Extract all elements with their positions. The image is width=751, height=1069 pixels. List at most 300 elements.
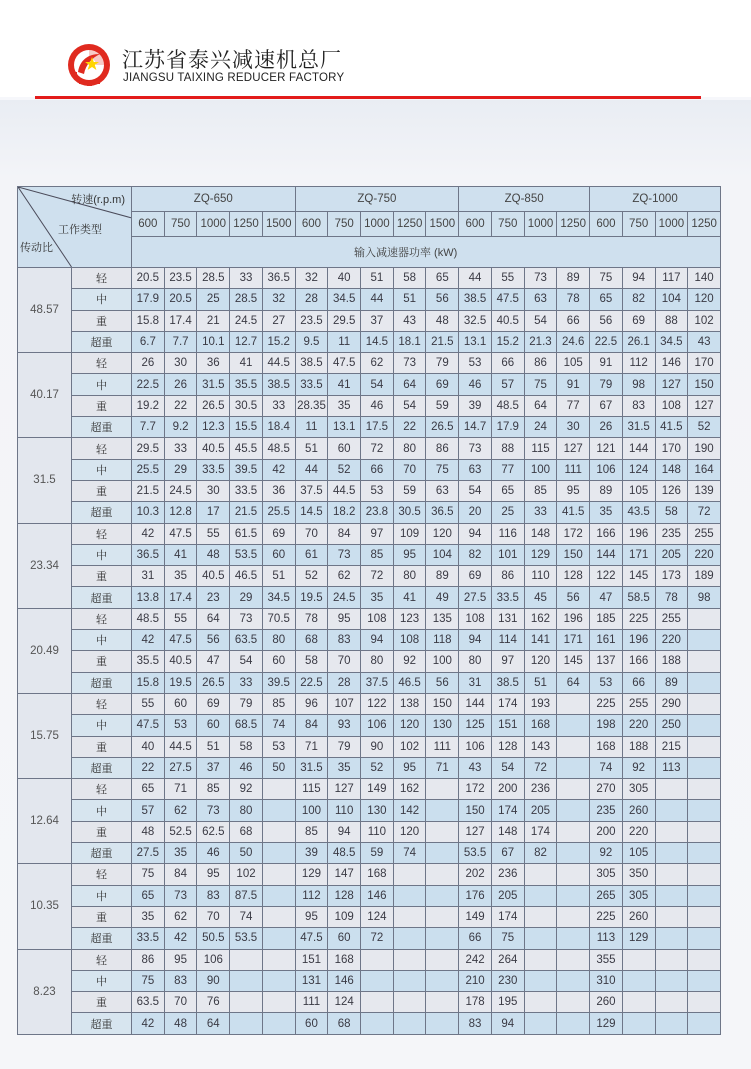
power-value-cell: 176 (459, 885, 492, 906)
power-value-cell: 35.5 (230, 374, 263, 395)
power-value-cell (688, 864, 721, 885)
power-value-cell: 42 (132, 523, 165, 544)
power-value-cell: 89 (557, 268, 590, 289)
power-value-cell: 54 (491, 757, 524, 778)
power-value-cell: 48 (426, 310, 459, 331)
table-row (18, 992, 721, 1013)
table-row (18, 459, 721, 480)
power-value-cell: 97 (361, 523, 394, 544)
transmission-ratio-cell: 10.35 (18, 864, 72, 949)
power-value-cell: 23.5 (295, 310, 328, 331)
power-value-cell: 112 (622, 353, 655, 374)
power-value-cell: 27.5 (132, 843, 165, 864)
power-value-cell: 31.5 (295, 757, 328, 778)
duty-type-cell: 超重 (72, 331, 132, 352)
power-value-cell: 168 (524, 715, 557, 736)
power-value-cell: 129 (622, 928, 655, 949)
power-value-cell: 19.5 (295, 587, 328, 608)
power-value-cell: 52 (361, 757, 394, 778)
power-value-cell: 168 (590, 736, 623, 757)
power-value-cell (688, 970, 721, 991)
duty-type-cell: 超重 (72, 928, 132, 949)
power-value-cell: 45.5 (230, 438, 263, 459)
power-value-cell (393, 970, 426, 991)
power-value-cell: 106 (197, 949, 230, 970)
power-value-cell: 150 (459, 800, 492, 821)
power-value-cell: 92 (590, 843, 623, 864)
transmission-ratio-cell: 48.57 (18, 268, 72, 353)
power-value-cell: 105 (557, 353, 590, 374)
power-value-cell: 26 (590, 417, 623, 438)
power-value-cell: 102 (393, 736, 426, 757)
power-value-cell (557, 949, 590, 970)
power-value-cell: 166 (590, 523, 623, 544)
power-value-cell: 63 (426, 480, 459, 501)
table-corner-header (18, 187, 132, 268)
power-value-cell: 47.5 (164, 630, 197, 651)
power-value-cell: 61.5 (230, 523, 263, 544)
duty-axis-label: 工作类型 (58, 224, 102, 236)
power-value-cell (262, 843, 295, 864)
power-value-cell: 74 (262, 715, 295, 736)
power-value-cell: 68 (295, 630, 328, 651)
power-value-cell: 75 (590, 268, 623, 289)
power-value-cell: 250 (655, 715, 688, 736)
power-value-cell: 120 (426, 523, 459, 544)
power-value-cell: 65 (491, 480, 524, 501)
power-value-cell: 22 (132, 757, 165, 778)
power-value-cell: 21.5 (426, 331, 459, 352)
power-value-cell: 21 (197, 310, 230, 331)
power-value-cell: 225 (622, 608, 655, 629)
power-value-cell (688, 906, 721, 927)
power-value-cell (655, 779, 688, 800)
power-value-cell: 62 (164, 906, 197, 927)
power-value-cell (230, 992, 263, 1013)
power-value-cell: 80 (459, 651, 492, 672)
power-value-cell: 41.5 (557, 502, 590, 523)
power-value-cell: 9.5 (295, 331, 328, 352)
power-value-cell: 110 (361, 821, 394, 842)
power-value-cell (393, 906, 426, 927)
power-value-cell: 17.5 (361, 417, 394, 438)
power-value-cell: 174 (491, 906, 524, 927)
power-value-cell: 188 (622, 736, 655, 757)
power-value-cell: 94 (361, 630, 394, 651)
power-value-cell (524, 949, 557, 970)
power-value-cell: 29.5 (132, 438, 165, 459)
power-value-cell: 42 (262, 459, 295, 480)
power-value-cell: 39 (459, 395, 492, 416)
power-value-cell: 35 (164, 566, 197, 587)
transmission-ratio-cell: 20.49 (18, 608, 72, 693)
power-value-cell: 56 (590, 310, 623, 331)
power-value-cell: 29 (230, 587, 263, 608)
table-row (18, 864, 721, 885)
power-value-cell (230, 970, 263, 991)
power-value-cell: 47.5 (164, 523, 197, 544)
power-value-cell: 15.5 (230, 417, 263, 438)
power-value-cell: 255 (655, 608, 688, 629)
power-value-cell: 46.5 (393, 672, 426, 693)
power-value-cell: 11 (328, 331, 361, 352)
power-value-cell: 139 (688, 480, 721, 501)
power-value-cell: 26.5 (197, 672, 230, 693)
power-value-cell: 9.2 (164, 417, 197, 438)
duty-type-cell: 重 (72, 992, 132, 1013)
header-divider (35, 96, 701, 99)
power-value-cell: 127 (655, 374, 688, 395)
power-value-cell: 196 (622, 630, 655, 651)
power-value-cell: 42 (132, 630, 165, 651)
power-value-cell: 95 (328, 608, 361, 629)
table-row (18, 949, 721, 970)
power-value-cell: 161 (590, 630, 623, 651)
power-value-cell (557, 736, 590, 757)
power-value-cell: 21.3 (524, 331, 557, 352)
power-value-cell: 66 (491, 353, 524, 374)
power-value-cell (393, 1013, 426, 1034)
power-value-cell: 113 (655, 757, 688, 778)
power-value-cell: 50 (262, 757, 295, 778)
power-value-cell: 58.5 (622, 587, 655, 608)
duty-type-cell: 重 (72, 310, 132, 331)
transmission-ratio-cell: 15.75 (18, 693, 72, 778)
power-value-cell: 46 (197, 843, 230, 864)
speed-header-cell: 1500 (426, 212, 459, 237)
power-value-cell: 89 (590, 480, 623, 501)
duty-type-cell: 轻 (72, 864, 132, 885)
duty-type-cell: 中 (72, 544, 132, 565)
power-value-cell: 111 (426, 736, 459, 757)
duty-type-cell: 重 (72, 480, 132, 501)
power-value-cell: 37.5 (361, 672, 394, 693)
power-value-cell: 82 (459, 544, 492, 565)
power-rating-table (17, 186, 721, 1035)
power-value-cell: 110 (524, 566, 557, 587)
power-value-cell: 75 (491, 928, 524, 949)
power-value-cell: 62 (361, 353, 394, 374)
power-value-cell: 230 (491, 970, 524, 991)
power-value-cell: 11 (295, 417, 328, 438)
speed-header-cell: 600 (295, 212, 328, 237)
transmission-ratio-cell: 8.23 (18, 949, 72, 1034)
power-value-cell (262, 992, 295, 1013)
duty-type-cell: 重 (72, 736, 132, 757)
power-value-cell: 38.5 (295, 353, 328, 374)
power-value-cell (426, 906, 459, 927)
table-row (18, 523, 721, 544)
duty-type-cell: 中 (72, 800, 132, 821)
power-value-cell: 92 (393, 651, 426, 672)
power-value-cell: 54 (459, 480, 492, 501)
power-value-cell: 102 (688, 310, 721, 331)
power-value-cell: 36 (262, 480, 295, 501)
power-value-cell: 35 (361, 587, 394, 608)
power-value-cell: 19.5 (164, 672, 197, 693)
table-row (18, 970, 721, 991)
model-header-zq1000: ZQ-1000 (590, 187, 721, 212)
power-value-cell: 44 (361, 289, 394, 310)
model-header-zq850: ZQ-850 (459, 187, 590, 212)
duty-type-cell: 超重 (72, 843, 132, 864)
power-value-cell: 142 (393, 800, 426, 821)
speed-header-cell: 1250 (393, 212, 426, 237)
power-value-cell: 85 (524, 480, 557, 501)
power-value-cell: 7.7 (132, 417, 165, 438)
power-value-cell (524, 928, 557, 949)
power-value-cell: 12.8 (164, 502, 197, 523)
power-value-cell: 26 (132, 353, 165, 374)
power-value-cell: 200 (590, 821, 623, 842)
power-value-cell: 38.5 (459, 289, 492, 310)
power-value-cell: 92 (230, 779, 263, 800)
power-value-cell: 73 (164, 885, 197, 906)
power-value-cell: 114 (491, 630, 524, 651)
power-value-cell (557, 992, 590, 1013)
power-value-cell: 22.5 (590, 331, 623, 352)
unit-label: 输入减速器功率 (kW) (132, 237, 721, 268)
power-value-cell: 105 (622, 843, 655, 864)
power-value-cell: 94 (459, 523, 492, 544)
power-value-cell: 22.5 (295, 672, 328, 693)
power-value-cell: 31 (459, 672, 492, 693)
power-value-cell (361, 949, 394, 970)
power-value-cell: 74 (590, 757, 623, 778)
power-value-cell: 172 (459, 779, 492, 800)
power-value-cell: 48 (164, 1013, 197, 1034)
power-value-cell: 29 (164, 459, 197, 480)
power-value-cell: 58 (393, 268, 426, 289)
power-value-cell (524, 970, 557, 991)
power-value-cell: 162 (393, 779, 426, 800)
power-value-cell: 94 (459, 630, 492, 651)
power-value-cell (524, 1013, 557, 1034)
power-value-cell: 17 (197, 502, 230, 523)
power-value-cell: 84 (295, 715, 328, 736)
power-value-cell (262, 821, 295, 842)
power-value-cell (426, 928, 459, 949)
power-value-cell: 146 (655, 353, 688, 374)
power-value-cell: 24 (524, 417, 557, 438)
power-value-cell: 98 (688, 587, 721, 608)
table-row (18, 715, 721, 736)
power-value-cell: 195 (491, 992, 524, 1013)
power-value-cell: 66 (622, 672, 655, 693)
power-value-cell: 48.5 (491, 395, 524, 416)
power-value-cell: 36.5 (426, 502, 459, 523)
power-value-cell: 171 (622, 544, 655, 565)
power-value-cell: 47.5 (491, 289, 524, 310)
power-value-cell (426, 843, 459, 864)
power-value-cell: 12.3 (197, 417, 230, 438)
power-value-cell (688, 715, 721, 736)
power-value-cell: 48 (132, 821, 165, 842)
power-value-cell: 63.5 (230, 630, 263, 651)
power-value-cell (524, 864, 557, 885)
power-value-cell (655, 821, 688, 842)
power-value-cell: 83 (164, 970, 197, 991)
power-value-cell: 41 (393, 587, 426, 608)
power-value-cell (622, 992, 655, 1013)
power-value-cell: 18.2 (328, 502, 361, 523)
power-value-cell: 141 (524, 630, 557, 651)
power-value-cell: 33 (524, 502, 557, 523)
power-value-cell: 54 (524, 310, 557, 331)
transmission-ratio-cell: 23.34 (18, 523, 72, 608)
table-row (18, 353, 721, 374)
power-value-cell: 37 (197, 757, 230, 778)
power-value-cell: 41 (230, 353, 263, 374)
power-value-cell: 185 (590, 608, 623, 629)
power-value-cell: 264 (491, 949, 524, 970)
power-value-cell: 149 (361, 779, 394, 800)
power-value-cell: 79 (426, 353, 459, 374)
power-value-cell: 28 (295, 289, 328, 310)
power-value-cell: 18.1 (393, 331, 426, 352)
power-value-cell (230, 1013, 263, 1034)
power-value-cell (557, 843, 590, 864)
power-value-cell: 54 (393, 395, 426, 416)
power-value-cell: 350 (622, 864, 655, 885)
power-value-cell: 174 (491, 800, 524, 821)
power-value-cell: 170 (688, 353, 721, 374)
power-value-cell (688, 693, 721, 714)
table-row (18, 906, 721, 927)
power-value-cell: 90 (197, 970, 230, 991)
power-value-cell: 148 (655, 459, 688, 480)
power-value-cell (655, 800, 688, 821)
power-value-cell: 174 (491, 693, 524, 714)
power-value-cell: 255 (688, 523, 721, 544)
power-value-cell: 145 (557, 651, 590, 672)
power-value-cell: 26.5 (426, 417, 459, 438)
power-value-cell (655, 885, 688, 906)
power-value-cell: 91 (557, 374, 590, 395)
power-value-cell: 39.5 (262, 672, 295, 693)
power-value-cell: 12.7 (230, 331, 263, 352)
power-value-cell: 27.5 (164, 757, 197, 778)
power-value-cell: 32 (295, 268, 328, 289)
duty-type-cell: 超重 (72, 502, 132, 523)
power-value-cell: 52 (688, 417, 721, 438)
power-value-cell: 305 (622, 779, 655, 800)
power-value-cell: 65 (426, 268, 459, 289)
power-value-cell (655, 906, 688, 927)
power-value-cell: 27.5 (459, 587, 492, 608)
power-value-cell: 20.5 (132, 268, 165, 289)
power-value-cell (426, 864, 459, 885)
power-value-cell: 188 (655, 651, 688, 672)
power-value-cell: 101 (491, 544, 524, 565)
power-value-cell (688, 1013, 721, 1034)
table-row (18, 651, 721, 672)
power-value-cell (524, 992, 557, 1013)
power-value-cell: 30.5 (393, 502, 426, 523)
power-value-cell: 83 (459, 1013, 492, 1034)
model-header-zq650: ZQ-650 (132, 187, 296, 212)
power-value-cell: 40 (132, 736, 165, 757)
duty-type-cell: 中 (72, 715, 132, 736)
power-value-cell: 53.5 (230, 544, 263, 565)
power-value-cell: 73 (328, 544, 361, 565)
table-row (18, 331, 721, 352)
power-value-cell: 109 (393, 523, 426, 544)
table-row (18, 566, 721, 587)
power-value-cell: 56 (557, 587, 590, 608)
power-value-cell: 68 (328, 1013, 361, 1034)
power-value-cell: 173 (655, 566, 688, 587)
power-value-cell: 36.5 (262, 268, 295, 289)
power-value-cell (557, 693, 590, 714)
power-value-cell (557, 1013, 590, 1034)
power-value-cell: 290 (655, 693, 688, 714)
power-value-cell: 67 (590, 395, 623, 416)
table-row (18, 928, 721, 949)
speed-header-cell: 1250 (230, 212, 263, 237)
power-value-cell: 33.5 (491, 587, 524, 608)
power-value-cell (655, 928, 688, 949)
power-value-cell: 242 (459, 949, 492, 970)
power-value-cell: 64 (197, 608, 230, 629)
power-value-cell: 15.8 (132, 310, 165, 331)
power-value-cell (393, 992, 426, 1013)
power-value-cell: 205 (655, 544, 688, 565)
power-value-cell: 50.5 (197, 928, 230, 949)
speed-header-cell: 1000 (524, 212, 557, 237)
power-value-cell: 48.5 (132, 608, 165, 629)
power-value-cell: 47.5 (295, 928, 328, 949)
table-row (18, 438, 721, 459)
power-value-cell: 144 (622, 438, 655, 459)
power-value-cell: 43 (688, 331, 721, 352)
power-value-cell: 83 (197, 885, 230, 906)
power-value-cell: 68.5 (230, 715, 263, 736)
power-value-cell: 70.5 (262, 608, 295, 629)
power-value-cell (262, 779, 295, 800)
power-value-cell (688, 651, 721, 672)
power-value-cell: 260 (622, 800, 655, 821)
power-value-cell: 51 (361, 268, 394, 289)
power-value-cell: 108 (459, 608, 492, 629)
duty-type-cell: 轻 (72, 353, 132, 374)
power-value-cell: 98 (622, 374, 655, 395)
power-value-cell (262, 885, 295, 906)
power-value-cell: 28.35 (295, 395, 328, 416)
power-value-cell: 46 (361, 395, 394, 416)
power-value-cell: 60 (262, 651, 295, 672)
power-value-cell: 47 (590, 587, 623, 608)
power-value-cell (393, 864, 426, 885)
power-value-cell: 17.9 (491, 417, 524, 438)
power-value-cell: 21.5 (230, 502, 263, 523)
power-value-cell: 86 (426, 438, 459, 459)
power-value-cell: 75 (132, 970, 165, 991)
duty-type-cell: 中 (72, 289, 132, 310)
power-value-cell: 58 (295, 651, 328, 672)
power-value-cell: 53 (262, 736, 295, 757)
power-value-cell: 220 (622, 821, 655, 842)
power-value-cell: 41 (164, 544, 197, 565)
power-value-cell: 108 (361, 608, 394, 629)
table-row (18, 608, 721, 629)
power-value-cell: 69 (426, 374, 459, 395)
power-value-cell (655, 1013, 688, 1034)
duty-type-cell: 轻 (72, 523, 132, 544)
power-value-cell: 60 (328, 438, 361, 459)
power-value-cell: 102 (230, 864, 263, 885)
power-value-cell: 62.5 (197, 821, 230, 842)
